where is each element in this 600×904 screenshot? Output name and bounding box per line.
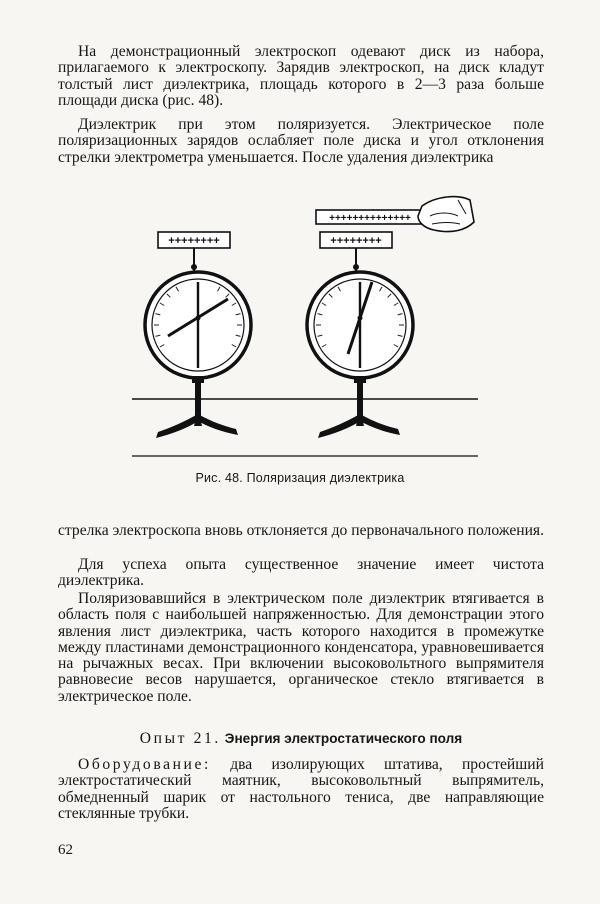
disk-charges-left: ++++++++	[168, 235, 220, 247]
section-heading	[58, 730, 544, 748]
electroscope-left	[145, 232, 251, 438]
section-number: Опыт 21.	[139, 730, 221, 747]
paragraph-attraction: Поляризовавшийся в электрическом поле диэлектрик втягивается в область поля с наибольшей напряженностью. Для демонстрации этого явления лист диэлектрика, часть которого находится в промежутке между пластинами демонстрационного конденсатора, уравновешивается на рычажных весах. При включении высоковольтного выпрямителя равновесие весов нарушается, органическое стекло втягивается в электрическое поле.	[58, 590, 544, 705]
electroscope-right	[307, 197, 474, 438]
paragraph-cleanliness: Для успеха опыта существенное значение имеет чистота диэлектрика.	[58, 556, 544, 590]
equipment-text: два изолирующих штатива, простейший электростатический маятник, высоковольтный выпрямитель, обмедненный шарик от настольного тениса, две направляющие стеклянные трубки.	[58, 756, 544, 822]
disk-charges-right: ++++++++	[330, 235, 382, 247]
paragraph-setup: На демонстрационный электроскоп одевают диск из набора, прилагаемого к электроскопу. Зарядив электроскоп, на диск кладут толстый лист диэлектрика, площадь которого в 2—3 раза больше площади диска (рис. 48).	[58, 43, 544, 109]
section-title: Энергия электростатического поля	[224, 731, 463, 746]
equipment-label: Оборудование:	[78, 756, 211, 773]
page-number: 62	[58, 842, 73, 858]
paragraph-equipment	[58, 757, 544, 822]
paragraph-continuation: стрелка электроскопа вновь отклоняется до первоначального положения.	[58, 522, 545, 539]
figure-caption: Рис. 48. Поляризация диэлектрика	[195, 471, 405, 485]
dielectric-charges: ++++++++++++++	[329, 213, 411, 224]
paragraph-polarization: Диэлектрик при этом поляризуется. Электрическое поле поляризационных зарядов ослабляет поле диска и угол отклонения стрелки электрометра уменьшается. После удаления диэлектрика	[58, 116, 544, 166]
figure-electroscopes	[118, 178, 486, 463]
